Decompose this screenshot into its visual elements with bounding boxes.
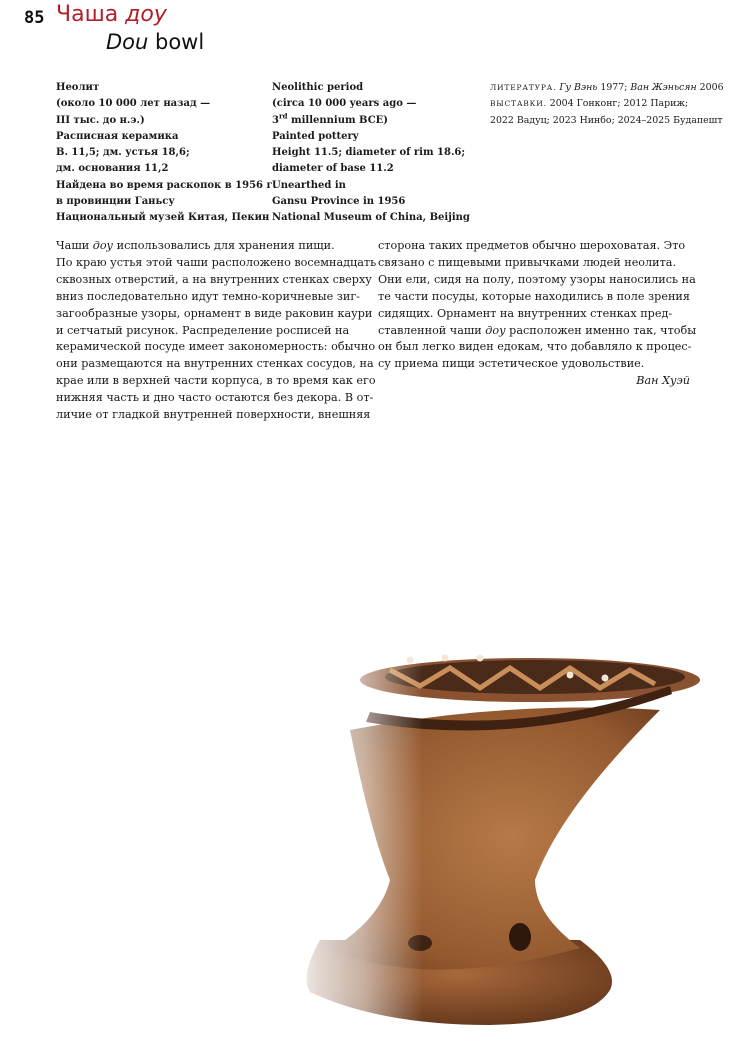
title-english xyxy=(106,30,204,54)
body-line: су приема пищи эстетическое удовольствие. xyxy=(378,357,645,371)
body-line: нижняя часть и дно часто остаются без декора. В от- xyxy=(56,391,374,405)
info-en-line: Height 11.5; diameter of rim 18.6; xyxy=(272,147,466,159)
exhibitions-line xyxy=(490,96,724,112)
body-line: загообразные узоры, орнамент в виде раковин каури xyxy=(56,306,373,320)
ref-author: Гу Вэнь xyxy=(559,82,598,93)
author-signature: Ван Хуэй xyxy=(636,374,690,388)
exhibitions-line: 2022 Вадуц; 2023 Нинбо; 2024–2025 Будапешт xyxy=(490,114,723,126)
dou-bowl-photo xyxy=(280,630,700,1040)
literature-label: ЛИТЕРАТУРА. xyxy=(490,83,557,92)
body-italic: доу xyxy=(485,323,506,337)
body-line: те части посуды, которые находились в поле зрения xyxy=(378,289,690,303)
body-line xyxy=(56,238,368,255)
info-ru-line: Неолит xyxy=(56,82,100,93)
page-number: 85 xyxy=(24,8,45,28)
body-line: По краю устья этой чаши расположено восемнадцать xyxy=(56,255,377,269)
ref-text: 2006 xyxy=(696,82,724,93)
body-line: он был легко виден едокам, что добавляло к процес- xyxy=(378,340,692,354)
body-line: личие от гладкой внутренней поверхности, внешняя xyxy=(56,408,371,422)
info-ru-line: (около 10 000 лет назад — xyxy=(56,98,211,110)
body-text: использовались для хранения пищи. xyxy=(113,239,335,252)
info-en-text: millennium BCE) xyxy=(287,114,389,126)
references xyxy=(490,80,724,129)
body-line: Они ели, сидя на полу, поэтому узоры наносились на xyxy=(378,272,696,286)
info-en-line: Unearthed in xyxy=(272,179,346,191)
body-line: и сетчатый рисунок. Распределение росписей на xyxy=(56,323,350,337)
photo-fade xyxy=(280,630,700,1040)
body-italic: доу xyxy=(92,239,114,252)
info-english xyxy=(272,80,470,227)
info-en-line: diameter of base 11.2 xyxy=(272,163,394,175)
title-ru-part: Чаша xyxy=(56,2,126,27)
info-en-line: (circa 10 000 years ago — xyxy=(272,98,417,110)
exhibitions-text: 2004 Гонконг; 2012 Париж; xyxy=(546,98,689,110)
info-ru-line: В. 11,5; дм. устья 18,6; xyxy=(56,147,190,159)
exhibitions-label: ВЫСТАВКИ. xyxy=(490,99,547,109)
info-en-line: Painted pottery xyxy=(272,130,359,142)
title-russian xyxy=(56,2,167,27)
body-text-right xyxy=(378,238,697,390)
info-en-line: National Museum of China, Beijing xyxy=(272,212,470,224)
ref-text: 1977; xyxy=(597,82,631,93)
info-russian xyxy=(56,80,276,227)
literature-line xyxy=(490,80,724,96)
info-en-line: Gansu Province in 1956 xyxy=(272,196,406,208)
info-en-line: Neolithic period xyxy=(272,82,364,93)
ref-author: Ван Жэньсян xyxy=(630,82,697,93)
info-ru-line: Найдена во время раскопок в 1956 г. xyxy=(56,179,277,191)
title-en-italic: Dou xyxy=(106,30,149,54)
body-text: ставленной чаши xyxy=(378,323,486,337)
body-line: связано с пищевыми привычками людей неолита. xyxy=(378,255,677,269)
info-en-superscript: rd xyxy=(278,111,288,121)
info-en-text: 3 xyxy=(272,114,279,126)
body-text: Чаши xyxy=(56,239,93,252)
info-ru-line: в провинции Ганьсу xyxy=(56,196,175,208)
body-line: вниз последовательно идут темно-коричневые зиг- xyxy=(56,289,360,303)
info-ru-line: дм. основания 11,2 xyxy=(56,163,169,175)
info-ru-line: Расписная керамика xyxy=(56,130,179,142)
body-line: сидящих. Орнамент на внутренних стенках пред- xyxy=(378,306,673,320)
info-ru-line: Национальный музей Китая, Пекин xyxy=(56,212,270,224)
body-text: расположен именно так, чтобы xyxy=(505,323,697,337)
body-line: они размещаются на внутренних стенках сосудов, на xyxy=(56,357,374,371)
title-en-part: bowl xyxy=(148,30,205,54)
body-text-left xyxy=(56,238,377,424)
body-line: сторона таких предметов обычно шероховатая. Это xyxy=(378,239,686,252)
body-line xyxy=(378,323,697,340)
title-ru-italic: доу xyxy=(125,2,167,27)
info-en-line xyxy=(272,113,470,129)
info-ru-line: III тыс. до н.э.) xyxy=(56,114,145,126)
body-line: керамической посуде имеет закономерность: обычно xyxy=(56,340,376,354)
body-line: сквозных отверстий, а на внутренних стенках сверху xyxy=(56,272,372,286)
body-line: крае или в верхней части корпуса, в то время как его xyxy=(56,374,376,388)
